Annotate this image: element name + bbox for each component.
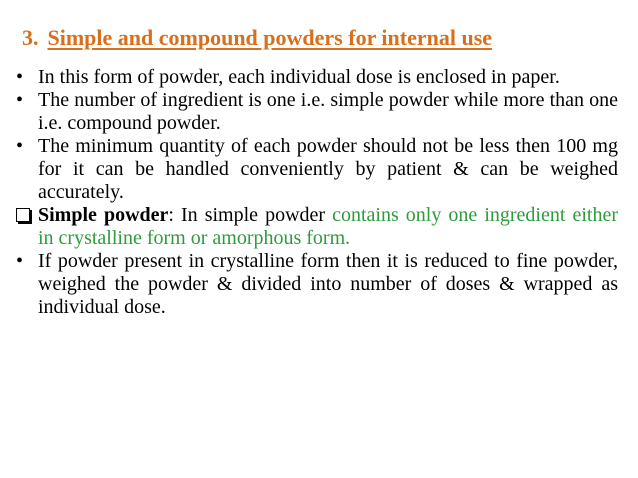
bullet-text: The minimum quantity of each powder should not be less then 100 mg for it can be handled conveniently by patient & can be weighed accurately. (38, 135, 618, 203)
bullet-item-minimum-quantity (16, 135, 618, 204)
bullet-item-crystalline-form (16, 250, 618, 319)
bullet-item-ingredient-count (16, 89, 618, 135)
bullet-text: The number of ingredient is one i.e. simple powder while more than one i.e. compound powder. (38, 89, 618, 134)
bullet-icon: • (16, 135, 24, 157)
bullet-icon: • (16, 89, 24, 111)
title-text: Simple and compound powders for internal use (47, 25, 493, 50)
slide-title (22, 25, 492, 51)
simple-powder-heading: Simple powder (38, 204, 169, 226)
checkbox-icon (16, 208, 30, 222)
simple-powder-text: In simple powder (173, 204, 333, 226)
bullet-item-dose-enclosed (16, 66, 618, 89)
bullet-text: In this form of powder, each individual dose is enclosed in paper. (38, 66, 560, 88)
simple-powder-colon: : (168, 204, 174, 226)
bullet-text: If powder present in crystalline form then it is reduced to fine powder, weighed the powder & divided into number of doses & wrapped as individual dose. (38, 250, 618, 318)
checkbox-item-simple-powder (16, 204, 618, 250)
bullet-icon: • (16, 250, 24, 272)
bullet-icon: • (16, 66, 24, 88)
title-number: 3. (22, 25, 39, 50)
simple-powder-highlight: contains only one ingredient either in crystalline form or amorphous form. (38, 204, 618, 249)
bullet-list (16, 66, 618, 319)
